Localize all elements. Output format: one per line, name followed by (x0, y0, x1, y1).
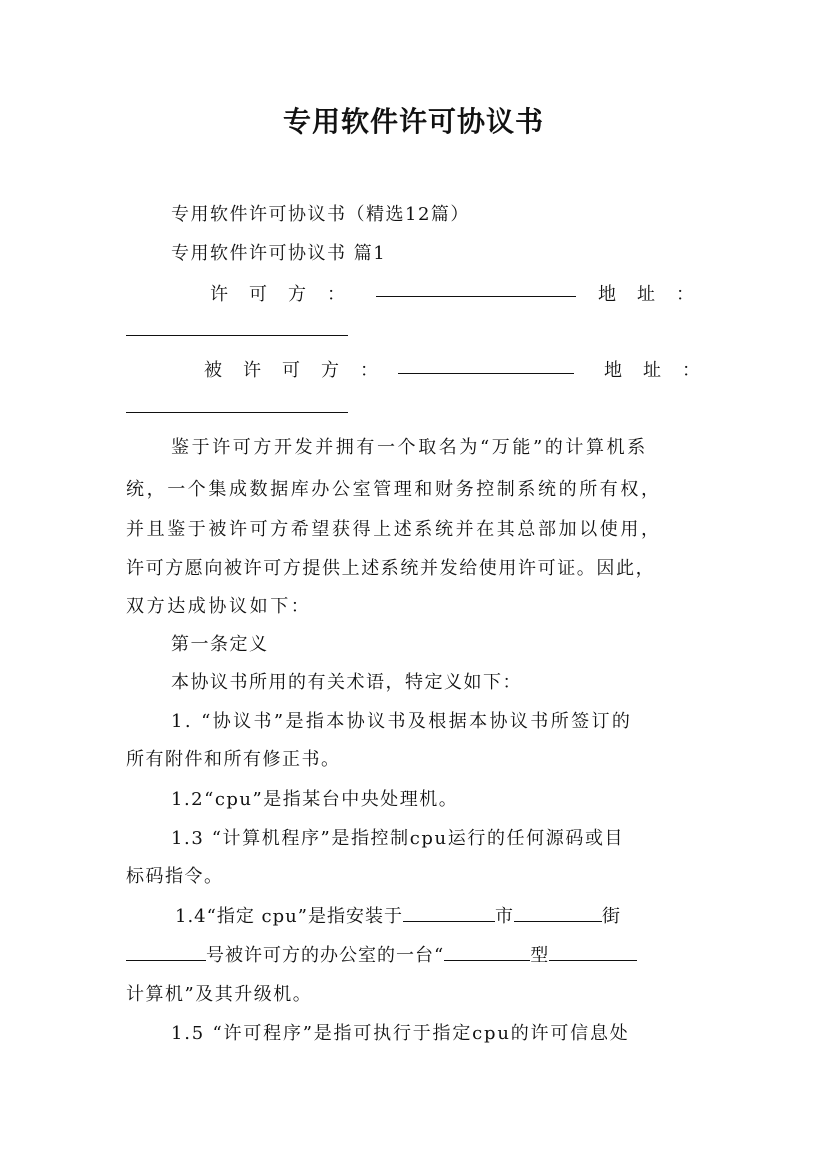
number-blank (126, 942, 206, 961)
licensee-label: 被 许 可 方 ： (204, 360, 380, 381)
section-heading: 专用软件许可协议书 篇1 (171, 243, 387, 264)
definition-1-4-text-a: 1.4“指定 cpu”是指安装于 (175, 906, 403, 927)
definition-1-4-end: 计算机”及其升级机。 (126, 984, 313, 1005)
para1-line: 统，一个集成数据库办公室管理和财务控制系统的所有权， (126, 479, 662, 500)
definition-1-5: 1.5 “许可程序”是指可执行于指定cpu的许可信息处 (171, 1023, 630, 1044)
street-blank (514, 903, 602, 922)
definition-1-2: 1.2“cpu”是指某台中央处理机。 (171, 789, 459, 810)
para1-line: 双方达成协议如下： (126, 596, 312, 617)
licensee-blank (398, 373, 574, 374)
address-blank-2 (126, 412, 348, 413)
licensor-blank (376, 296, 576, 297)
licensor-label: 许 可 方 ： (210, 284, 347, 305)
definition-1-4-cont (126, 941, 637, 967)
definition-1-3-cont: 标码指令。 (126, 866, 224, 887)
para1-line: 鉴于许可方开发并拥有一个取名为“万能”的计算机系 (171, 437, 648, 458)
definition-1-4 (175, 902, 621, 928)
model-blank (444, 942, 530, 961)
document-subtitle: 专用软件许可协议书（精选12篇） (171, 204, 470, 225)
definition-1-4-text-e: 型 (530, 945, 550, 966)
para1-line: 许可方愿向被许可方提供上述系统并发给使用许可证。因此， (126, 558, 656, 579)
model-blank-2 (549, 942, 637, 961)
definition-1-1: 1. “协议书”是指本协议书及根据本协议书所签订的 (171, 711, 633, 732)
definition-1-4-text-d: 号被许可方的办公室的一台“ (206, 945, 445, 966)
definition-1-4-text-c: 街 (601, 906, 621, 927)
address-label-2: 地 址 ： (604, 360, 702, 381)
definition-1-4-text-b: 市 (494, 906, 514, 927)
definition-1-3: 1.3 “计算机程序”是指控制cpu运行的任何源码或目 (171, 828, 625, 849)
para1-line: 并且鉴于被许可方希望获得上述系统并在其总部加以使用， (126, 519, 662, 540)
article1-intro: 本协议书所用的有关术语，特定义如下： (171, 672, 522, 693)
street-city-blank (403, 903, 495, 922)
article1-heading: 第一条定义 (171, 634, 269, 655)
document-title: 专用软件许可协议书 (282, 105, 544, 138)
address-blank-1 (126, 335, 348, 336)
address-label-1: 地 址 ： (598, 284, 696, 305)
definition-1-1-cont: 所有附件和所有修正书。 (126, 749, 341, 770)
